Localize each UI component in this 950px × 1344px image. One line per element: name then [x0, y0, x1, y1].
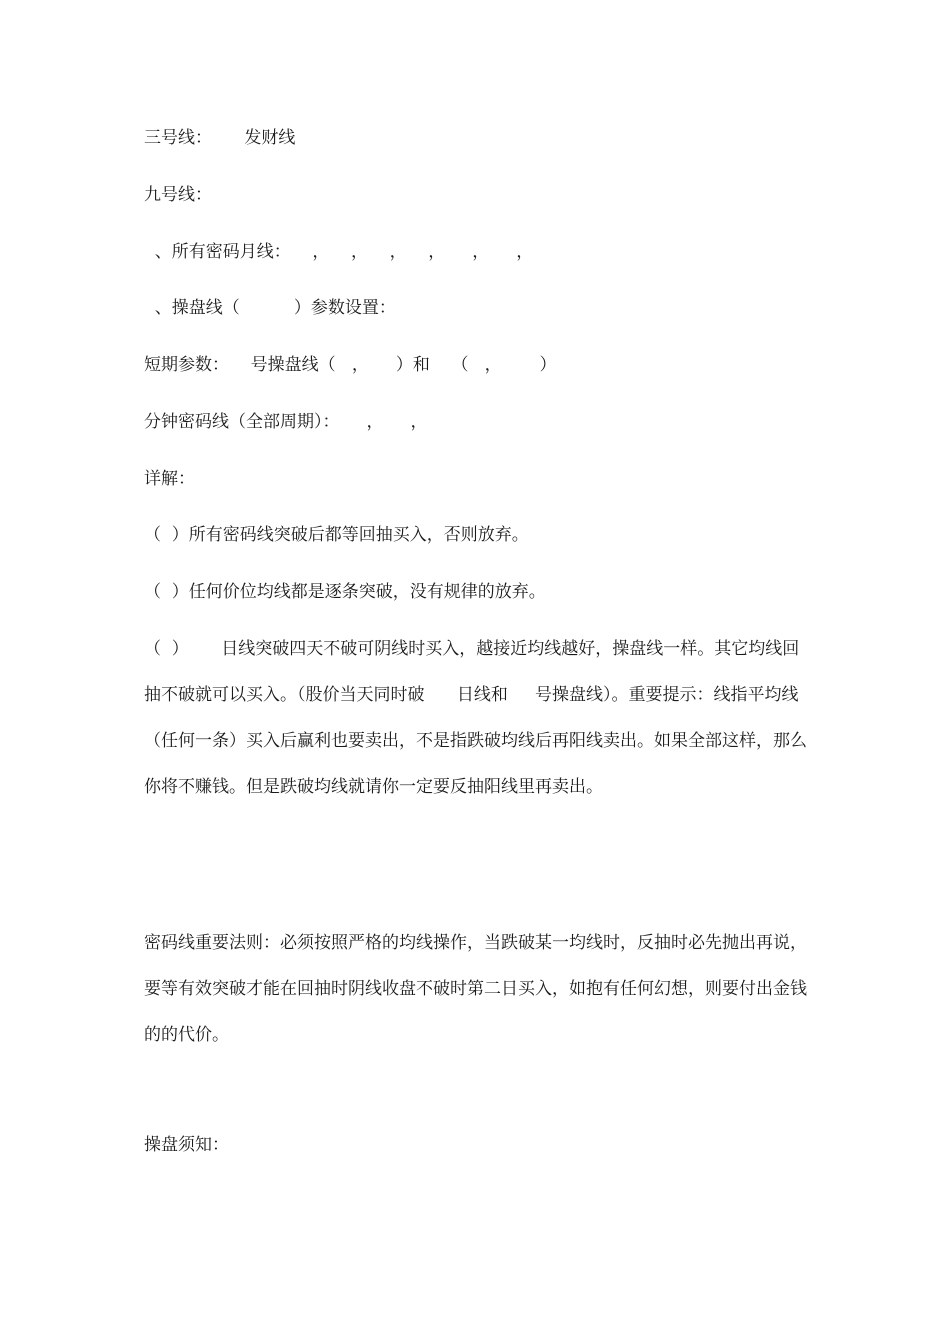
line-rule-break-each: （ ）任何价位均线都是逐条突破，没有规律的放弃。 [144, 582, 546, 602]
line-trading-line-params: 、操盘线（ ）参数设置： [144, 298, 396, 318]
line-details-heading: 详解： [144, 469, 195, 489]
line-monthly-code-lines: 、所有密码月线： ， ， ， ， ， ， [144, 242, 534, 262]
line-minute-code-lines: 分钟密码线（全部周期）： ， ， [144, 412, 428, 432]
paragraph-daily-line-rule: （ ） 日线突破四天不破可阴线时买入，越接近均线越好，操盘线一样。其它均线回抽不破就可以买入。（股价当天同时破 日线和 号操盘线）。重要提示：线指平均线（任何一条）买入后赢利也要卖出，不是指跌破均线后再阳线卖出。如果全部这样，那么你将不赚钱。但是跌破均线就请你一定要反抽阳线里再卖出。 [144, 639, 807, 797]
line-nine-line: 九号线： [144, 185, 212, 205]
line-rule-pullback: （ ）所有密码线突破后都等回抽买入，否则放弃。 [144, 525, 529, 545]
paragraph-trading-notes-heading: 操盘须知： [144, 1135, 229, 1155]
line-short-term-params: 短期参数： 号操盘线（ ， ）和 （ ， ） [144, 355, 557, 375]
line-three-line: 三号线： 发财线 [144, 128, 296, 148]
paragraph-code-line-law: 密码线重要法则：必须按照严格的均线操作，当跌破某一均线时，反抽时必先抛出再说，要等有效突破才能在回抽时阴线收盘不破时第二日买入，如抱有任何幻想，则要付出金钱的的代价。 [144, 933, 807, 1045]
